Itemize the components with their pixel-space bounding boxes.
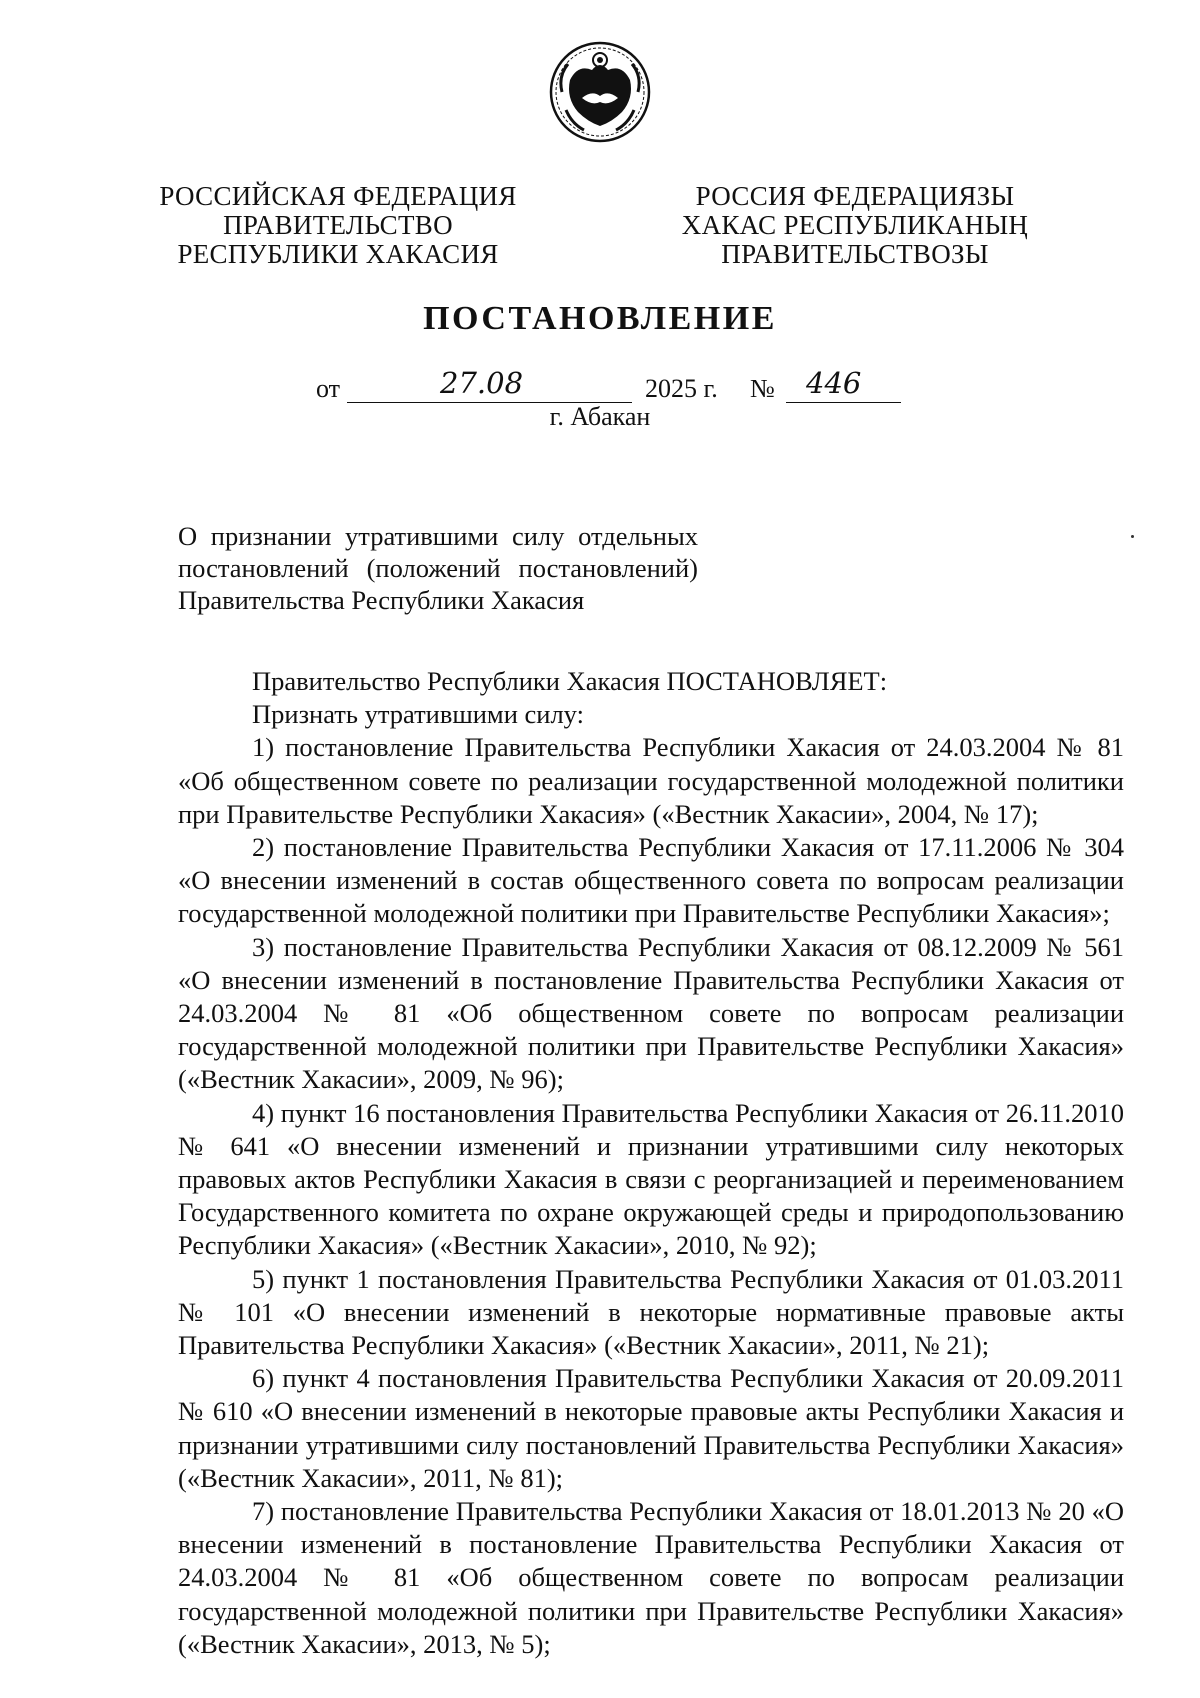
header-right-line: ХАКАС РЕСПУБЛИКАНЫҢ xyxy=(681,210,1029,240)
subject-line: О признании утратившими силу отдельных xyxy=(178,521,698,551)
list-item: 2) постановление Правительства Республики Хакасия от 17.11.2006 № 304 «О внесении изменений в состав общественного совета по вопросам реализации государственной молодежной политики при Правительстве Республики Хакасия»; xyxy=(178,832,1124,929)
header-left-line: РЕСПУБЛИКИ ХАКАСИЯ xyxy=(177,239,499,269)
subject-line: Правительства Республики Хакасия xyxy=(178,585,585,615)
list-item: 1) постановление Правительства Республики Хакасия от 24.03.2004 № 81 «Об общественном совете по реализации государственной молодежной политики при Правительстве Республики Хакасия» («Вестник Хакасии», 2004, № 17); xyxy=(178,732,1124,829)
header-left-line: ПРАВИТЕЛЬСТВО xyxy=(223,210,453,240)
body-lead: Признать утратившими силу: xyxy=(252,699,584,730)
list-item: 4) пункт 16 постановления Правительства Республики Хакасия от 26.11.2010 № 641 «О внесении изменений и признании утратившими силу некоторых правовых актов Республики Хакасия в связи с реорганизацией и переименованием Государственного комитета по охране окружающей среды и природопользованию Республики Хакасия» («Вестник Хакасии», 2010, № 92); xyxy=(178,1097,1124,1261)
date-year: 2025 г. xyxy=(645,374,718,403)
list-item: 3) постановление Правительства Республики Хакасия от 08.12.2009 № 561 «О внесении изменений в постановление Правительства Республики Хакасия от 24.03.2004 № 81 «Об общественном совете по вопросам реализации государственной молодежной политики при Правительстве Республики Хакасия» («Вестник Хакасии», 2009, № 96); xyxy=(178,931,1124,1095)
date-prefix: от xyxy=(316,374,341,403)
body-intro: Правительство Республики Хакасия ПОСТАНОВЛЯЕТ: xyxy=(252,666,888,696)
handwritten-number: 446 xyxy=(806,366,862,400)
header-right-line: РОССИЯ ФЕДЕРАЦИЯЗЫ xyxy=(695,181,1015,211)
header-left-line: РОССИЙСКАЯ ФЕДЕРАЦИЯ xyxy=(159,181,517,211)
subject-line: постановлений (положений постановлений) xyxy=(178,553,698,583)
coat-of-arms-emblem xyxy=(548,40,652,144)
list-item: 6) пункт 4 постановления Правительства Республики Хакасия от 20.09.2011 № 610 «О внесении изменений в некоторые правовые акты Республики Хакасия и признании утратившими силу постановлений Правительства Республики Хакасия» («Вестник Хакасии», 2011, № 81); xyxy=(178,1363,1124,1493)
header-right-line: ПРАВИТЕЛЬСТВОЗЫ xyxy=(721,239,989,269)
header-khakas xyxy=(660,182,1050,269)
handwritten-date: 27.08 xyxy=(440,366,524,400)
city: г. Абакан xyxy=(549,402,651,431)
list-item: 5) пункт 1 постановления Правительства Республики Хакасия от 01.03.2011 № 101 «О внесении изменений в некоторые нормативные правовые акты Правительства Республики Хакасия» («Вестник Хакасии», 2011, № 21); xyxy=(178,1263,1124,1361)
scan-speck xyxy=(1131,535,1134,538)
document-body xyxy=(178,665,1124,1661)
document-subject xyxy=(178,520,698,616)
number-label: № xyxy=(750,374,775,403)
document-title: ПОСТАНОВЛЕНИЕ xyxy=(423,300,777,337)
header-russian xyxy=(148,182,528,269)
list-item: 7) постановление Правительства Республики Хакасия от 18.01.2013 № 20 «О внесении изменений в постановление Правительства Республики Хакасия от 24.03.2004 № 81 «Об общественном совете по вопросам реализации государственной молодежной политики при Правительстве Республики Хакасия» («Вестник Хакасии», 2013, № 5); xyxy=(178,1496,1124,1659)
